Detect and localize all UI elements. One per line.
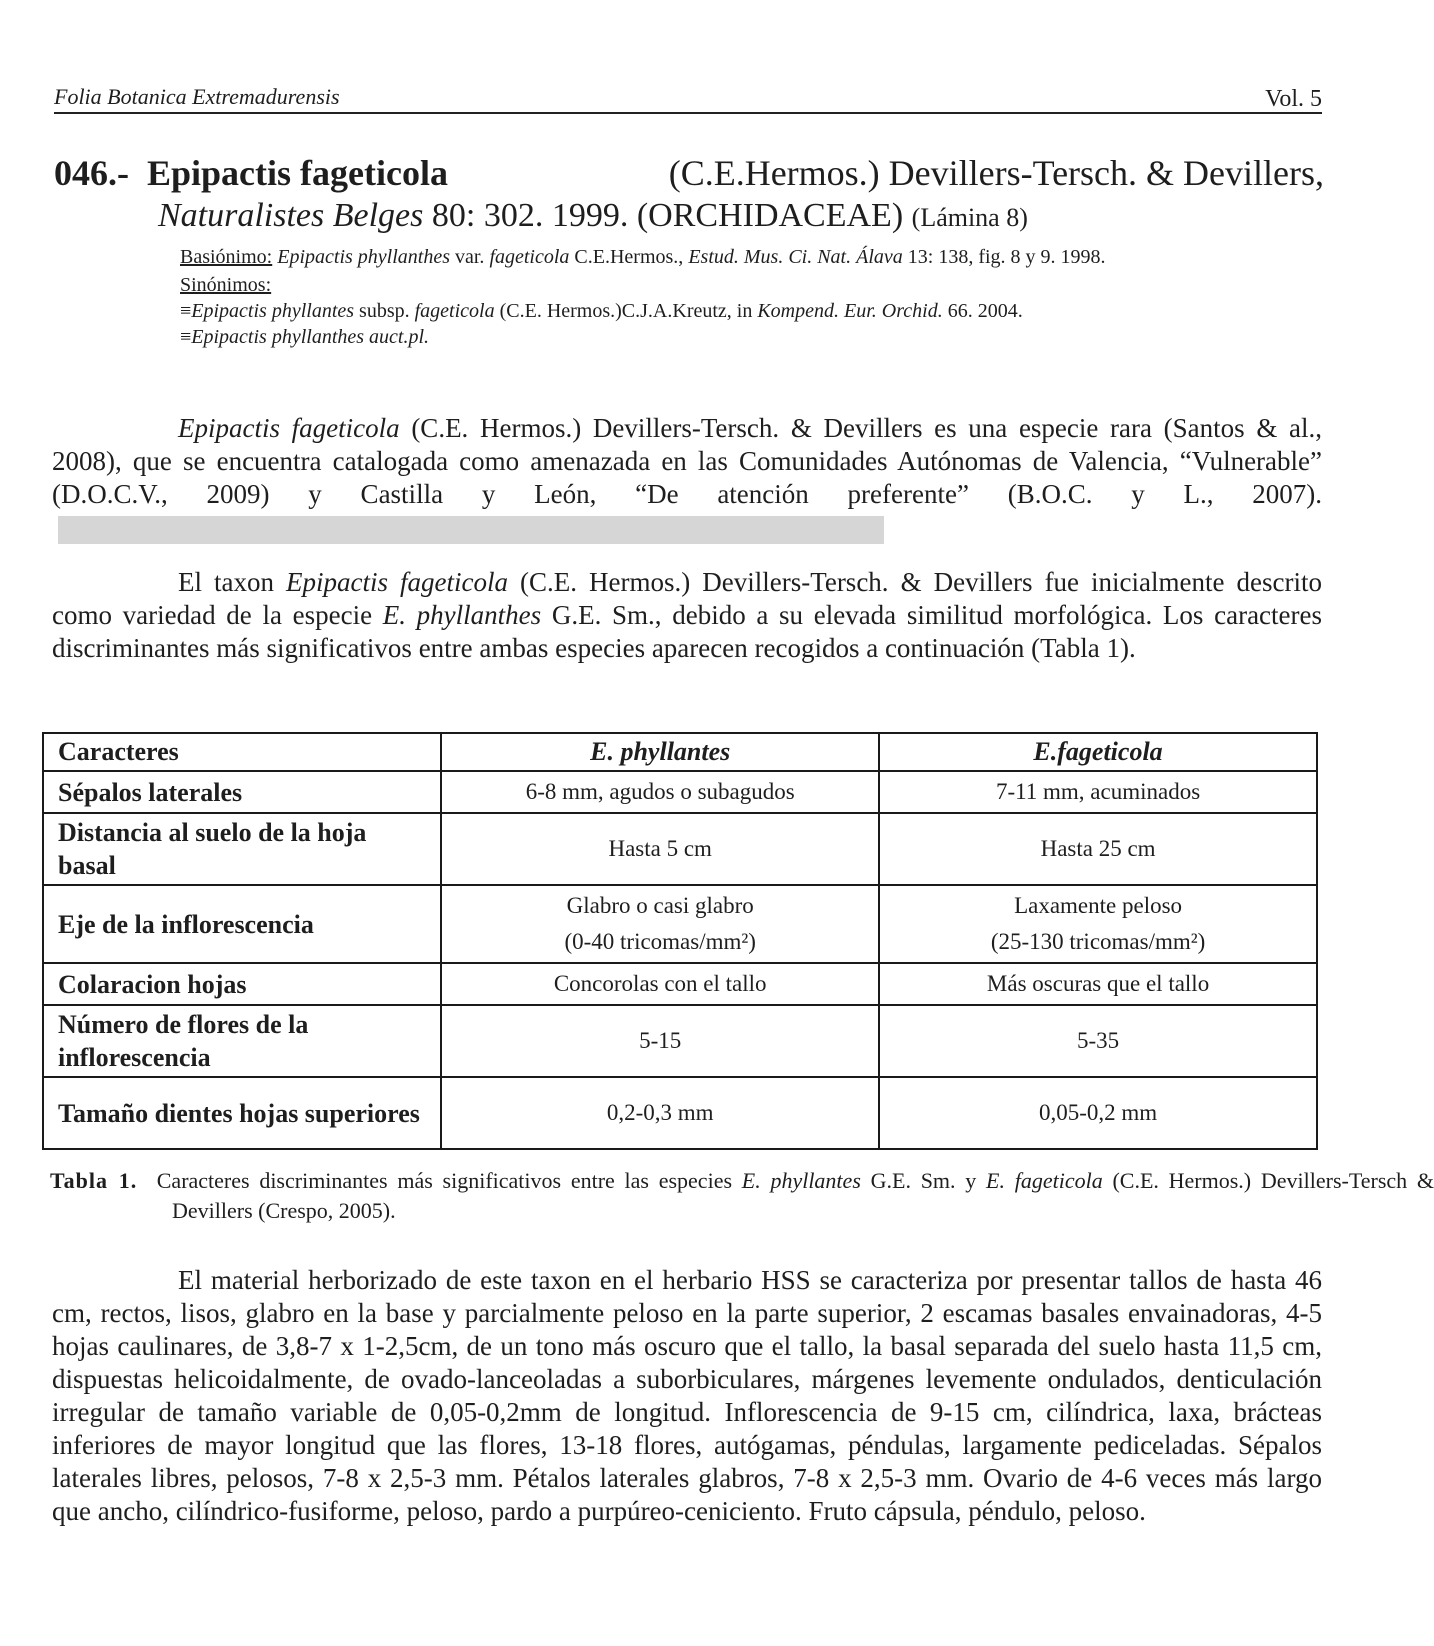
publication-journal: Naturalistes Belges <box>158 197 424 234</box>
species-name-inline: Epipactis fageticola <box>178 413 400 443</box>
trait-value: 5-35 <box>879 1005 1317 1077</box>
trait-name: Distancia al suelo de la hoja basal <box>43 813 441 885</box>
table-row <box>43 1005 1317 1077</box>
trait-value <box>879 885 1317 963</box>
basionym-label: Basiónimo: <box>180 246 273 268</box>
synonym-1-rank: subsp. <box>359 300 410 322</box>
column-header: E. phyllantes <box>441 733 879 771</box>
synonym-1-author: (C.E. Hermos.)C.J.A.Kreutz, in <box>499 300 753 322</box>
table-caption <box>50 1166 1434 1226</box>
running-header <box>54 84 1322 114</box>
entry-title <box>54 152 1324 194</box>
trait-value: Concorolas con el tallo <box>441 963 879 1005</box>
table-row <box>43 1077 1317 1149</box>
caption-species: E. phyllantes <box>741 1168 861 1193</box>
trait-value <box>441 885 879 963</box>
trait-value: Hasta 5 cm <box>441 813 879 885</box>
caption-label: Tabla 1. <box>50 1168 138 1193</box>
family-name: (ORCHIDACEAE) <box>636 197 904 234</box>
trait-name: Número de flores de la inflorescencia <box>43 1005 441 1077</box>
basionym-epithet: fageticola <box>489 246 570 268</box>
basionym-rank: var. <box>455 246 485 268</box>
column-header: E.fageticola <box>879 733 1317 771</box>
synonym-1-epithet: fageticola <box>414 300 495 322</box>
traits-table-wrapper <box>42 732 1318 1150</box>
basionym-name: Epipactis phyllanthes <box>277 246 450 268</box>
paragraph-status-text: (C.E. Hermos.) Devillers-Tersch. & Devillers es una especie rara (Santos & al., 2008), que se encuentra catalogada como amenazada en las Comunidades Autónomas de Valencia, “Vulnerable” (D.O.C.V., 2009) y Castilla y León, “De atención preferente” (B.O.C. y L., 2007). <box>52 413 1323 509</box>
trait-value: Hasta 25 cm <box>879 813 1317 885</box>
trait-name: Eje de la inflorescencia <box>43 885 441 963</box>
basionym-author: C.E.Hermos., <box>574 246 684 268</box>
paragraph-description: El material herborizado de este taxon en el herbario HSS se caracteriza por presentar tallos de hasta 46 cm, rectos, lisos, glabro en la base y parcialmente peloso en la parte superior, 2 escamas basales envainadoras, 4-5 hojas caulinares, de 3,8-7 x 1-2,5cm, de un tono más oscuro que el tallo, la basal separada del suelo hasta 11,5 cm, dispuestas helicoidalmente, de ovado-lanceoladas a suborbiculares, márgenes levemente ondulados, denticulación irregular de tamaño variable de 0,05-0,2mm de longitud. Inflorescencia de 9-15 cm, cilíndrica, laxa, brácteas inferiores de mayor longitud que las flores, 13-18 flores, autógamas, péndulas, largamente pediceladas. Sépalos laterales libres, pelosos, 7-8 x 2,5-3 mm. Pétalos laterales glabros, 7-8 x 2,5-3 mm. Ovario de 4-6 veces más largo que ancho, cilíndrico-fusiforme, peloso, pardo a purpúreo-ceniciento. Fruto cápsula, péndulo, peloso. <box>52 1265 1322 1526</box>
trait-value: 6-8 mm, agudos o subagudos <box>441 771 879 813</box>
synonym-1-citation: 66. 2004. <box>947 300 1023 322</box>
synonyms <box>54 272 1324 350</box>
synonym-1 <box>180 298 1324 324</box>
synonym-1-publication: Kompend. Eur. Orchid. <box>757 300 943 322</box>
caption-species: E. fageticola <box>986 1168 1103 1193</box>
basionym-publication: Estud. Mus. Ci. Nat. Álava <box>688 246 903 268</box>
traits-table <box>42 732 1318 1150</box>
table-row <box>43 813 1317 885</box>
table-row <box>43 963 1317 1005</box>
species-authors: (C.E.Hermos.) Devillers-Tersch. & Devillers, <box>668 153 1324 193</box>
caption-text-1: Caracteres discriminantes más significativos entre las especies <box>156 1168 733 1193</box>
trait-name: Tamaño dientes hojas superiores <box>43 1077 441 1149</box>
paragraph-taxon-text-1: El taxon <box>178 567 274 597</box>
species-name-inline: E. phyllanthes <box>382 600 542 630</box>
equivalence-mark: ≡ <box>180 300 192 322</box>
species-entry <box>54 152 1324 350</box>
volume-number: Vol. 5 <box>1265 86 1322 112</box>
caption-text-3: (C.E. Hermos.) Devillers-Tersch & Devillers (Crespo, 2005). <box>172 1168 1434 1223</box>
trait-name: Sépalos laterales <box>43 771 441 813</box>
paragraph-status <box>52 412 1322 544</box>
species-name: Epipactis fageticola <box>147 153 448 193</box>
publication-citation: 80: 302. 1999. <box>431 197 629 234</box>
journal-name: Folia Botanica Extremadurensis <box>54 84 340 109</box>
paragraph-taxon <box>52 566 1322 665</box>
trait-value-line: Glabro o casi glabro <box>566 893 754 918</box>
synonyms-label: Sinónimos: <box>180 274 272 296</box>
entry-publication <box>54 196 1324 238</box>
synonym-1-name: Epipactis phyllantes <box>191 300 355 322</box>
trait-value: Más oscuras que el tallo <box>879 963 1317 1005</box>
trait-value-line: Laxamente peloso <box>1014 893 1183 918</box>
trait-value: 5-15 <box>441 1005 879 1077</box>
basionym <box>54 244 1324 270</box>
caption-text-2: G.E. Sm. y <box>870 1168 977 1193</box>
trait-name: Colaracion hojas <box>43 963 441 1005</box>
redacted-block <box>58 516 884 544</box>
paragraph-taxon-text-2: (C.E. Hermos.) Devillers-Tersch. & Devillers fue inicialmente descrito como variedad de la especie <box>52 567 1322 630</box>
trait-value: 0,05-0,2 mm <box>879 1077 1317 1149</box>
trait-value-line: (25-130 tricomas/mm²) <box>990 929 1206 954</box>
basionym-citation: 13: 138, fig. 8 y 9. 1998. <box>907 246 1106 268</box>
trait-value: 7-11 mm, acuminados <box>879 771 1317 813</box>
paragraph-taxon-text-3: G.E. Sm., debido a su elevada similitud morfológica. Los caracteres discriminantes más significativos entre ambas especies aparecen recogidos a continuación (Tabla 1). <box>52 600 1322 663</box>
table-row <box>43 771 1317 813</box>
table-row <box>43 885 1317 963</box>
column-header: Caracteres <box>43 733 441 771</box>
equivalence-mark: ≡ <box>180 326 192 348</box>
table-header-row <box>43 733 1317 771</box>
trait-value-line: (0-40 tricomas/mm²) <box>564 929 756 954</box>
plate-reference: (Lámina 8) <box>911 203 1028 232</box>
species-name-inline: Epipactis fageticola <box>286 567 508 597</box>
trait-value: 0,2-0,3 mm <box>441 1077 879 1149</box>
synonym-2-name: Epipactis phyllanthes auct.pl. <box>191 326 430 348</box>
synonym-2 <box>180 324 1324 350</box>
entry-number: 046.- <box>54 153 129 193</box>
